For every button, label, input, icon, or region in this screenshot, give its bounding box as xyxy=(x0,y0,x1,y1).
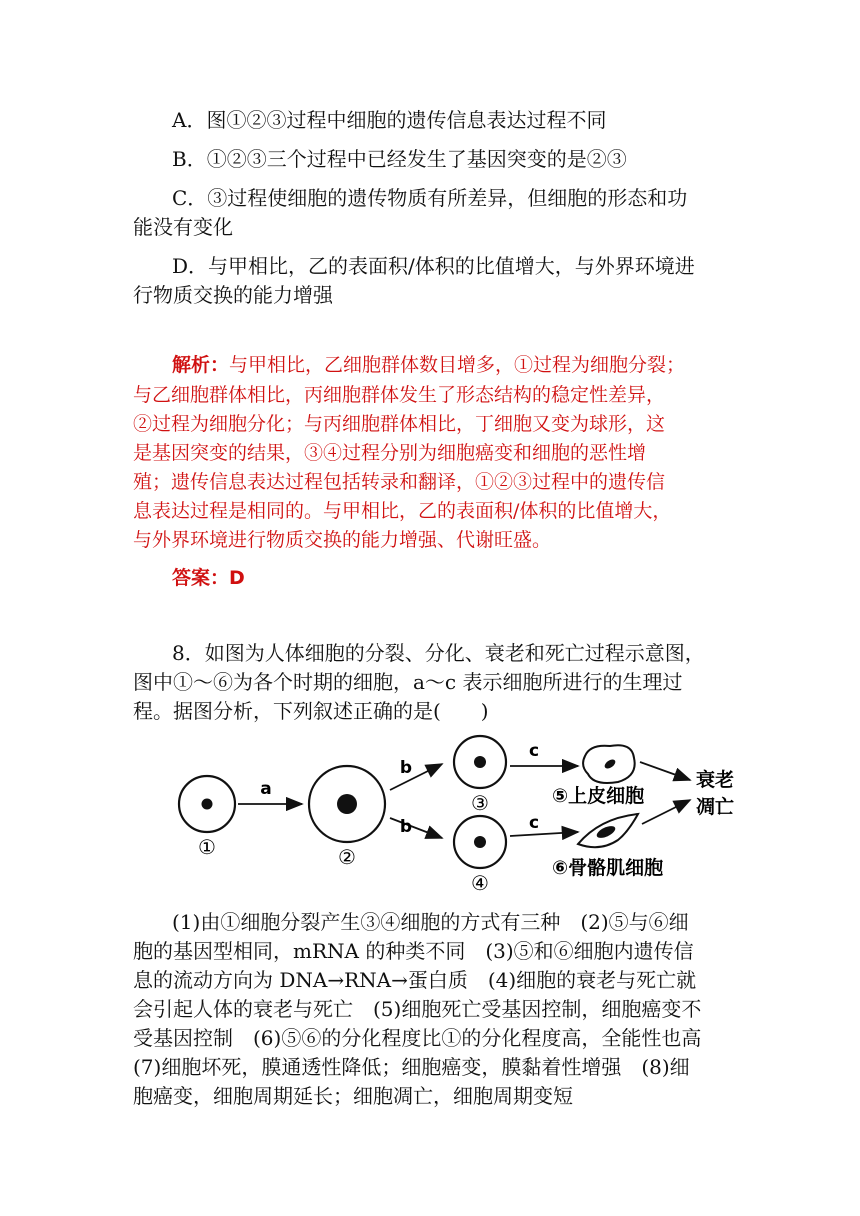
option-c-line2: 能没有变化 xyxy=(133,215,233,239)
arrow-c-bottom xyxy=(510,832,578,836)
q8-stem-1: 8．如图为人体细胞的分裂、分化、衰老和死亡过程示意图， xyxy=(172,641,705,665)
cell-6-skeletal-muscle xyxy=(578,814,638,847)
cell-1-label: ① xyxy=(198,835,216,859)
end-label-aging: 衰老 xyxy=(696,769,735,791)
analysis-line-3: ②过程为细胞分化；与丙细胞群体相比，丁细胞又变为球形，这 xyxy=(133,413,666,435)
end-label-apoptosis: 凋亡 xyxy=(696,796,735,818)
q8-statement-line-7: 胞癌变，细胞周期延长；细胞凋亡，细胞周期变短 xyxy=(133,1084,573,1108)
q8-stem-3: 程。据图分析，下列叙述正确的是( ) xyxy=(133,699,489,723)
answer-label: 答案： xyxy=(172,567,230,589)
cell-6-label: ⑥骨骼肌细胞 xyxy=(552,857,664,879)
option-c-line1: C．③过程使细胞的遗传物质有所差异，但细胞的形态和功 xyxy=(172,186,688,210)
analysis-line-5: 殖；遗传信息表达过程包括转录和翻译，①②③过程中的遗传信 xyxy=(133,471,666,493)
cell-2 xyxy=(309,766,385,842)
cell-2-label: ② xyxy=(338,845,356,869)
analysis-line-7: 与外界环境进行物质交换的能力增强、代谢旺盛。 xyxy=(133,529,552,551)
analysis-line-2: 与乙细胞群体相比，丙细胞群体发生了形态结构的稳定性差异， xyxy=(133,384,666,406)
analysis-label: 解析： xyxy=(172,354,230,376)
arrow-b-bottom-label: b xyxy=(399,817,413,837)
cell-3 xyxy=(454,736,506,788)
arrow-b-bottom xyxy=(390,818,442,838)
arrow-c-bottom-label: c xyxy=(528,813,540,833)
option-a: A．图①②③过程中细胞的遗传信息表达过程不同 xyxy=(172,108,607,132)
option-b: B．①②③三个过程中已经发生了基因突变的是②③ xyxy=(172,147,627,171)
cell-3-label: ③ xyxy=(471,791,489,815)
analysis-line-4: 是基因突变的结果，③④过程分别为细胞癌变和细胞的恶性增 xyxy=(133,442,647,464)
analysis-line-6: 息表达过程是相同的。与甲相比，乙的表面积/体积的比值增大， xyxy=(133,500,672,522)
analysis-line-1 xyxy=(172,354,772,377)
arrow-c-top-label: c xyxy=(528,741,540,761)
cell-5-epithelial xyxy=(583,745,635,783)
cell-5-label: ⑤上皮细胞 xyxy=(552,785,645,807)
cell-process-diagram xyxy=(170,728,750,900)
answer-line xyxy=(172,567,772,590)
cell-4-label: ④ xyxy=(471,871,489,895)
analysis-text-1: 与甲相比，乙细胞群体数目增多，①过程为细胞分裂； xyxy=(229,354,686,376)
arrow-to-aging-top xyxy=(640,762,690,780)
q8-stem-2: 图中①～⑥为各个时期的细胞，a～c 表示细胞所进行的生理过 xyxy=(133,670,683,694)
cell-4 xyxy=(454,816,506,868)
q8-statement-line-5: 受基因控制 (6)⑤⑥的分化程度比①的分化程度高，全能性也高 xyxy=(133,1026,702,1050)
arrow-to-aging-bottom xyxy=(642,800,690,824)
arrow-a-label: a xyxy=(260,779,272,799)
option-d-line2: 行物质交换的能力增强 xyxy=(133,283,333,307)
q8-statement-line-3: 息的流动方向为 DNA→RNA→蛋白质 (4)细胞的衰老与死亡就 xyxy=(133,968,697,992)
q8-statement-line-4: 会引起人体的衰老与死亡 (5)细胞死亡受基因控制，细胞癌变不 xyxy=(133,997,702,1021)
arrow-b-top-label: b xyxy=(399,758,413,778)
answer-value: D xyxy=(229,567,245,589)
q8-statement-line-2: 胞的基因型相同，mRNA 的种类不同 (3)⑤和⑥细胞内遗传信 xyxy=(133,939,694,963)
q8-statement-line-1: (1)由①细胞分裂产生③④细胞的方式有三种 (2)⑤与⑥细 xyxy=(172,910,689,934)
cell-1 xyxy=(179,776,235,832)
arrow-b-top xyxy=(390,764,442,790)
option-d-line1: D．与甲相比，乙的表面积/体积的比值增大，与外界环境进 xyxy=(172,254,695,278)
q8-statement-line-6: (7)细胞坏死，膜通透性降低；细胞癌变，膜黏着性增强 (8)细 xyxy=(133,1055,690,1079)
